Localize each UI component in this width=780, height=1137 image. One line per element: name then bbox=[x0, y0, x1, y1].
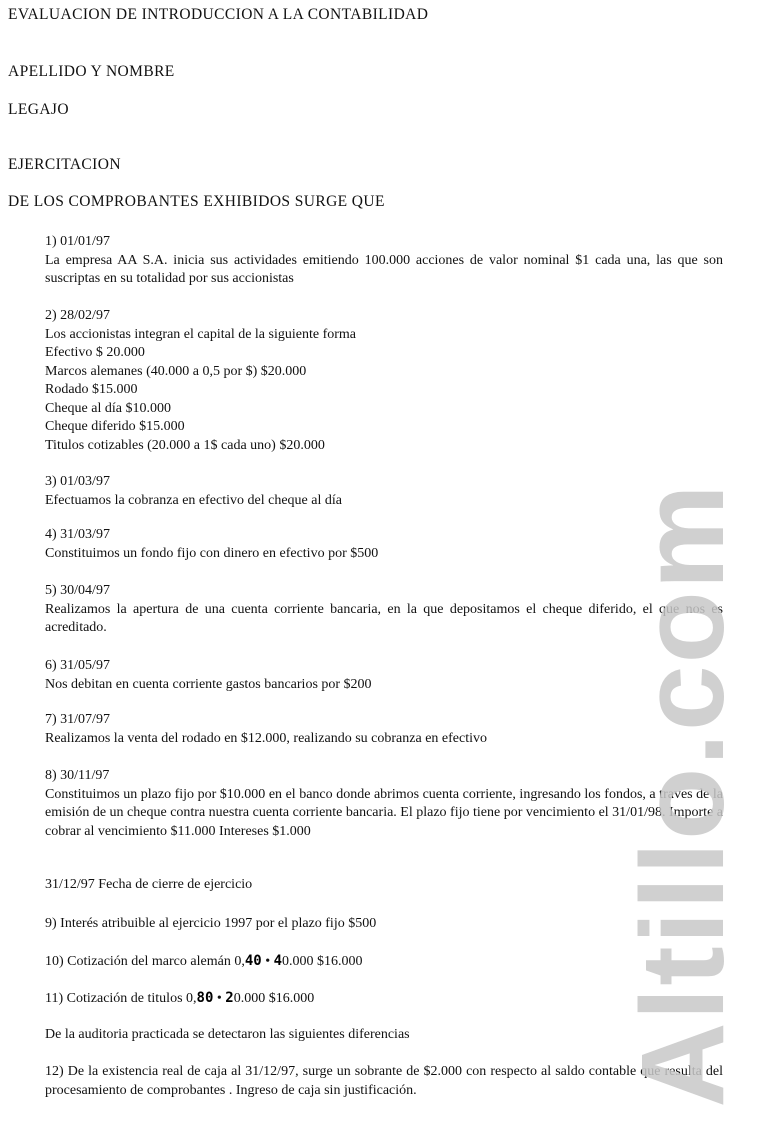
item-text: La empresa AA S.A. inicia sus actividades emitiendo 100.000 acciones de valor nominal $1 cada una, las que son suscriptas en su totalidad por sus accionistas bbox=[45, 252, 723, 286]
item-8 bbox=[45, 767, 723, 841]
item-number: 2) 28/02/97 bbox=[45, 308, 110, 323]
intro-heading: DE LOS COMPROBANTES EXHIBIDOS SURGE QUE bbox=[8, 193, 385, 210]
item-text: Constituimos un plazo fijo por $10.000 en el banco donde abrimos cuenta corriente, ingresando los fondos, a traves de la emisión de un cheque contra nuestra cuenta corriente bancaria. El plazo fijo tiene por vencimiento el 31/01/98. Importe a cobrar al vencimiento $11.000 Intereses $1.000 bbox=[45, 786, 723, 839]
item-line: Los accionistas integran el capital de la siguiente forma bbox=[45, 326, 356, 342]
audit-line: De la auditoria practicada se detectaron las siguientes diferencias bbox=[45, 1027, 410, 1042]
item-line: Cheque diferido $15.000 bbox=[45, 419, 185, 434]
item-line: Rodado $15.000 bbox=[45, 382, 138, 397]
item-number: 5) 30/04/97 bbox=[45, 583, 110, 598]
item-4 bbox=[45, 526, 723, 563]
item-number: 8) 30/11/97 bbox=[45, 768, 110, 783]
handwritten-correction: 2 bbox=[225, 990, 234, 1006]
item-12 bbox=[45, 1063, 723, 1100]
item-7 bbox=[45, 711, 723, 748]
item-1 bbox=[45, 233, 723, 289]
item-text: Realizamos la venta del rodado en $12.000, realizando su cobranza en efectivo bbox=[45, 730, 487, 746]
item-9: 9) Interés atribuible al ejercicio 1997 por el plazo fijo $500 bbox=[45, 916, 377, 931]
exam-title: EVALUACION DE INTRODUCCION A LA CONTABILIDAD bbox=[8, 6, 429, 23]
legajo-field-label: LEGAJO bbox=[8, 101, 69, 118]
name-field-label: APELLIDO Y NOMBRE bbox=[8, 63, 175, 80]
item-11 bbox=[45, 989, 723, 1009]
multiply-sign: • bbox=[261, 954, 274, 969]
item-number: 4) 31/03/97 bbox=[45, 527, 110, 542]
item-text: Constituimos un fondo fijo con dinero en efectivo por $500 bbox=[45, 545, 379, 561]
multiply-sign: • bbox=[213, 991, 226, 1006]
item-6 bbox=[45, 657, 723, 694]
item-number: 3) 01/03/97 bbox=[45, 474, 110, 489]
handwritten-correction: 80 bbox=[196, 990, 214, 1006]
item-text: 0.000 $16.000 bbox=[233, 991, 315, 1006]
item-3 bbox=[45, 473, 723, 510]
item-text: 11) Cotización de titulos 0, bbox=[45, 991, 197, 1006]
item-text: 0.000 $16.000 bbox=[282, 954, 363, 969]
item-text: 10) Cotización del marco alemán 0, bbox=[45, 954, 245, 969]
handwritten-correction: 40 bbox=[244, 953, 262, 969]
watermark-text: Altillo.com bbox=[617, 482, 749, 1108]
item-text: 12) De la existencia real de caja al 31/12/97, surge un sobrante de $2.000 con respecto al saldo contable que resulta del procesamiento de comprobantes . Ingreso de caja sin justificación. bbox=[45, 1064, 723, 1098]
item-line: Efectivo $ 20.000 bbox=[45, 345, 145, 360]
item-number: 6) 31/05/97 bbox=[45, 658, 110, 673]
item-text: Efectuamos la cobranza en efectivo del cheque al día bbox=[45, 492, 342, 508]
item-2 bbox=[45, 307, 723, 455]
item-line: Marcos alemanes (40.000 a 0,5 por $) $20.000 bbox=[45, 363, 307, 379]
item-10 bbox=[45, 952, 723, 972]
item-line: Cheque al día $10.000 bbox=[45, 400, 171, 416]
section-heading: EJERCITACION bbox=[8, 156, 121, 173]
handwritten-correction: 4 bbox=[273, 953, 283, 969]
closing-date-line: 31/12/97 Fecha de cierre de ejercicio bbox=[45, 877, 253, 892]
item-number: 7) 31/07/97 bbox=[45, 712, 110, 727]
item-number: 1) 01/01/97 bbox=[45, 234, 110, 249]
item-5 bbox=[45, 582, 723, 638]
item-text: Realizamos la apertura de una cuenta corriente bancaria, en la que depositamos el cheque diferido, el que nos es acreditado. bbox=[45, 601, 723, 635]
item-text: Nos debitan en cuenta corriente gastos bancarios por $200 bbox=[45, 676, 372, 692]
item-line: Titulos cotizables (20.000 a 1$ cada uno) $20.000 bbox=[45, 437, 325, 453]
